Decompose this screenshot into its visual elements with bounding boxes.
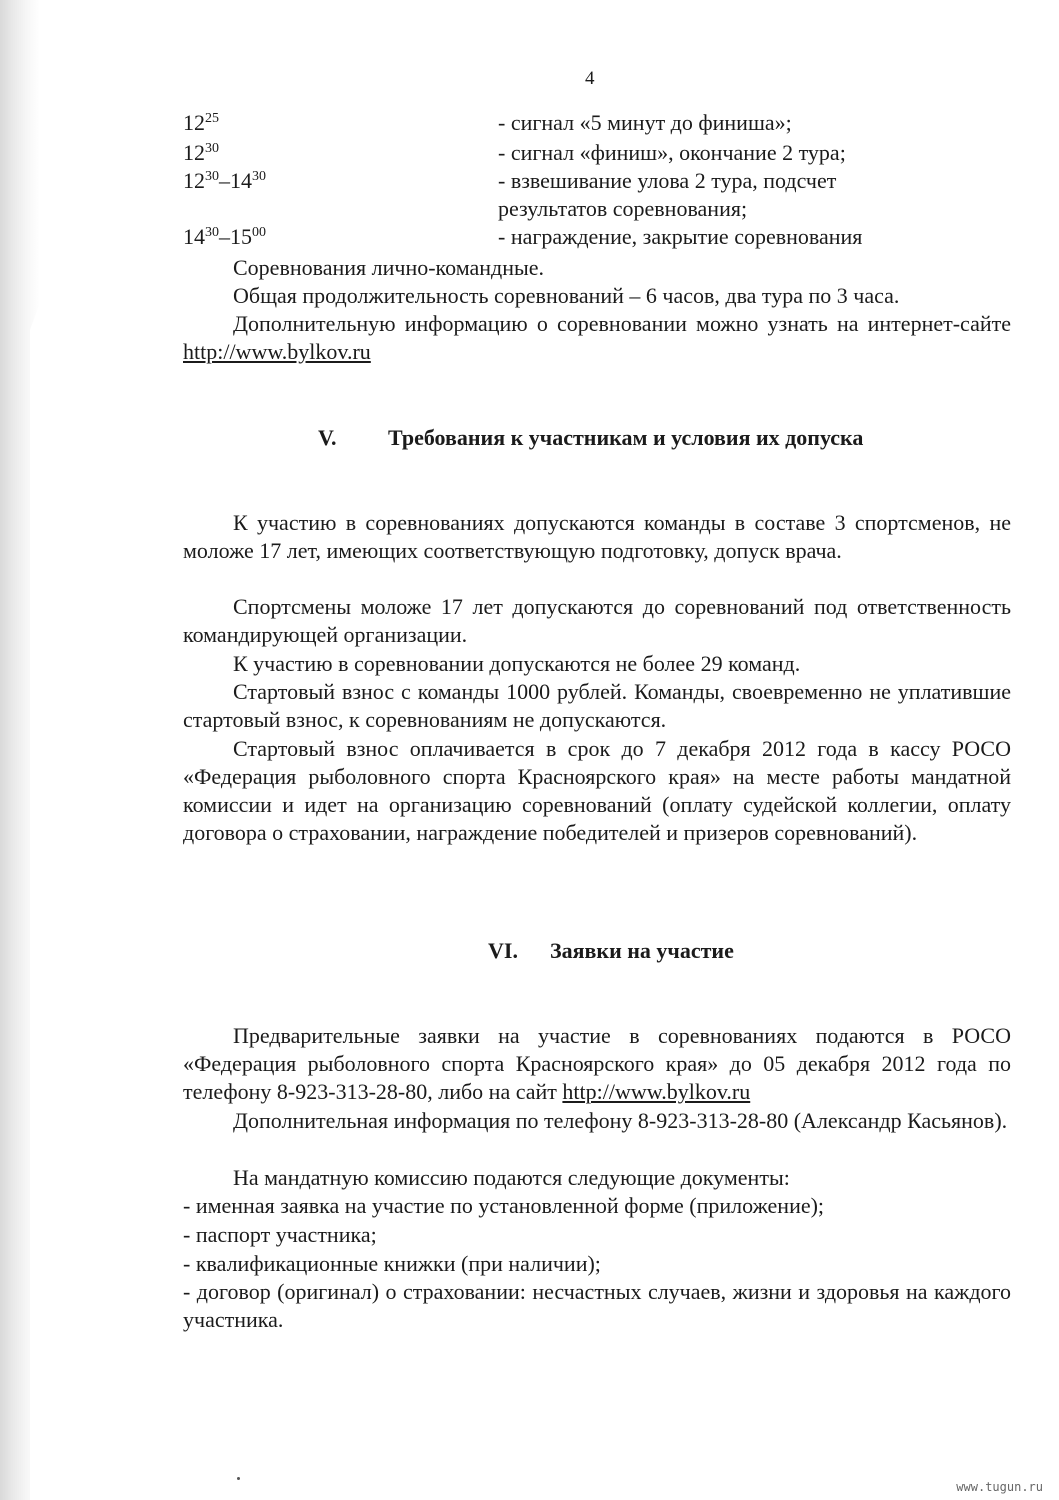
list-item: - договор (оригинал) о страховании: несчастных случаев, жизни и здоровья на каждого участника. [183,1279,1011,1332]
paragraph: Дополнительная информация по телефону 8-923-313-28-80 (Александр Касьянов). [233,1108,1008,1133]
schedule-desc: - взвешивание улова 2 тура, подсчет [498,168,837,193]
list-item: - именная заявка на участие по установленной форме (приложение); [183,1193,825,1218]
watermark-url: www.tugun.ru [956,1480,1043,1494]
paragraph-with-link: Предварительные заявки на участие в соревнованиях подаются в РОСО «Федерация рыболовного спорта Красноярского края» до 05 декабря 2012 года по телефону 8-923-313-28-80, либо на сайт http://www.bylkov.ru [183,1023,1011,1104]
page-number: 4 [585,68,595,89]
list-item: - квалификационные книжки (при наличии); [183,1251,601,1276]
paragraph: Стартовый взнос оплачивается в срок до 7 декабря 2012 года в кассу РОСО «Федерация рыболовного спорта Красноярского края» на месте работы мандатной комиссии и идет на организацию соревнований (оплату судейской коллегии, оплату договора о страховании, награждение победителей и призеров соревнований). [183,736,1011,845]
scan-speck [237,1477,240,1480]
section-number: VI. [488,938,518,963]
paragraph: Спортсмены моложе 17 лет допускаются до соревнований под ответственность командирующей организации. [183,594,1011,647]
paragraph: Соревнования лично-командные. [233,255,545,280]
paragraph-with-link: Дополнительную информацию о соревновании можно узнать на интернет-сайте http://www.bylkov.ru [183,311,1011,364]
section-title: Заявки на участие [550,938,734,963]
section-number: V. [318,425,337,450]
schedule-time: $12^{30}-14^{30}$ [183,168,266,193]
scan-folded-corner [0,0,150,1500]
paragraph: Стартовый взнос с команды 1000 рублей. Команды, своевременно не уплатившие стартовый взнос, к соревнованиям не допускаются. [183,679,1011,732]
schedule-desc: - сигнал «5 минут до финиша»; [498,110,792,135]
paragraph: К участию в соревновании допускаются не более 29 команд. [233,651,801,676]
website-link[interactable]: http://www.bylkov.ru [562,1079,751,1104]
schedule-desc-cont: результатов соревнования; [498,196,748,221]
list-item: - паспорт участника; [183,1222,377,1247]
section-title: Требования к участникам и условия их допуска [388,425,864,450]
paragraph: На мандатную комиссию подаются следующие документы: [233,1165,790,1190]
schedule-time: $12^{25}$ [183,110,219,135]
paragraph: К участию в соревнованиях допускаются команды в составе 3 спортсменов, не моложе 17 лет, имеющих соответствующую подготовку, допуск врача. [183,510,1011,563]
website-link[interactable]: http://www.bylkov.ru [183,339,371,364]
section-heading [318,425,863,451]
paragraph: Общая продолжительность соревнований – 6 часов, два тура по 3 часа. [233,283,900,308]
section-heading [488,938,734,964]
schedule-time: $12^{30}$ [183,140,219,165]
schedule-desc: - сигнал «финиш», окончание 2 тура; [498,140,846,165]
schedule-desc: - награждение, закрытие соревнования [498,224,863,249]
schedule-time: $14^{30}-15^{00}$ [183,224,266,249]
